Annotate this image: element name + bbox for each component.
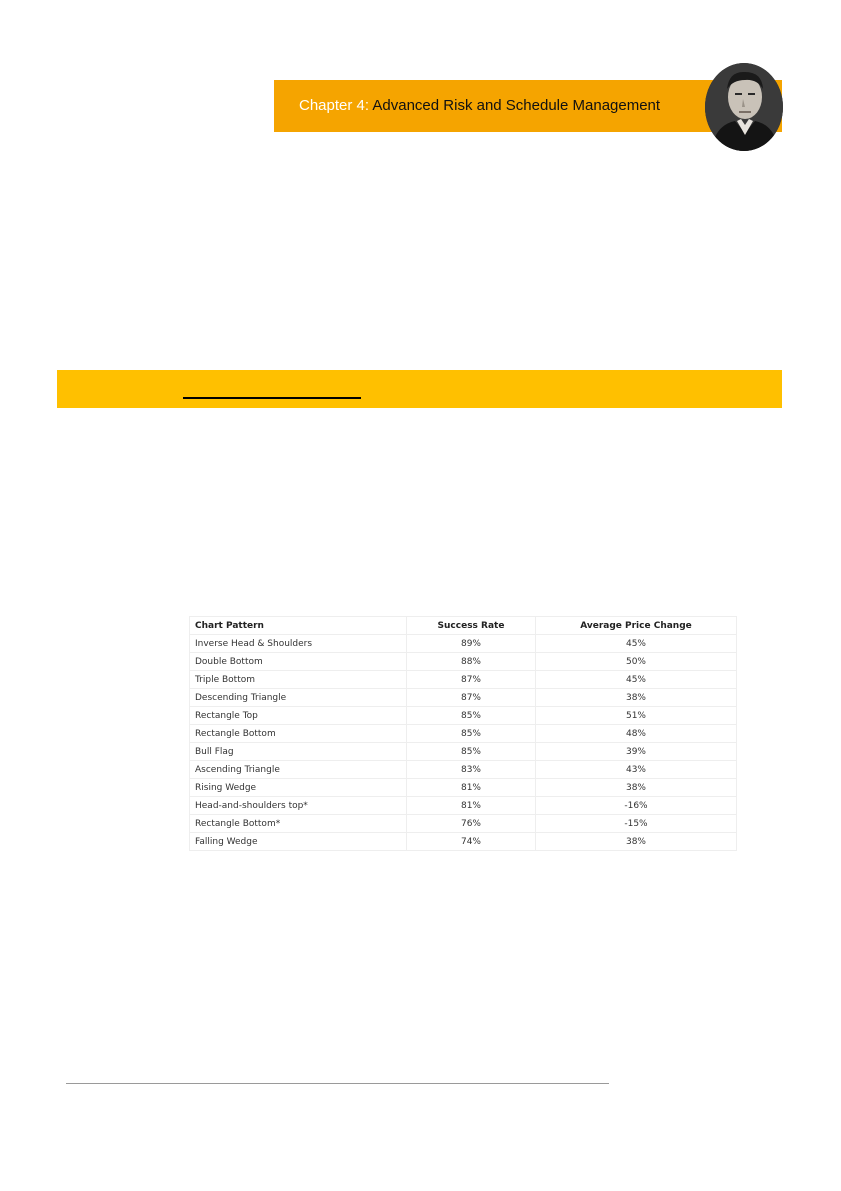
pattern-cell: Inverse Head & Shoulders	[190, 635, 407, 653]
table-row	[190, 761, 737, 779]
table-row	[190, 725, 737, 743]
table-header-row	[190, 617, 737, 635]
pattern-cell: Falling Wedge	[190, 833, 407, 851]
price-change-cell: 45%	[536, 635, 737, 653]
price-change-cell: -15%	[536, 815, 737, 833]
success-rate-cell: 85%	[407, 707, 536, 725]
success-rate-cell: 89%	[407, 635, 536, 653]
chapter-heading	[299, 96, 660, 116]
success-rate-cell: 85%	[407, 725, 536, 743]
success-rate-cell: 83%	[407, 761, 536, 779]
table-row	[190, 653, 737, 671]
price-change-cell: 39%	[536, 743, 737, 761]
price-change-cell: 43%	[536, 761, 737, 779]
success-rate-cell: 87%	[407, 671, 536, 689]
table-row	[190, 797, 737, 815]
column-header-success-rate: Success Rate	[407, 617, 536, 635]
table-row	[190, 707, 737, 725]
pattern-cell: Descending Triangle	[190, 689, 407, 707]
pattern-cell: Rising Wedge	[190, 779, 407, 797]
column-header-average-price-change: Average Price Change	[536, 617, 737, 635]
table-row	[190, 815, 737, 833]
author-portrait	[705, 63, 783, 151]
column-header-chart-pattern: Chart Pattern	[190, 617, 407, 635]
success-rate-cell: 74%	[407, 833, 536, 851]
price-change-cell: 48%	[536, 725, 737, 743]
success-rate-cell: 85%	[407, 743, 536, 761]
table-row	[190, 779, 737, 797]
success-rate-cell: 81%	[407, 797, 536, 815]
price-change-cell: 51%	[536, 707, 737, 725]
pattern-cell: Triple Bottom	[190, 671, 407, 689]
table-row	[190, 743, 737, 761]
pattern-cell: Head-and-shoulders top*	[190, 797, 407, 815]
pattern-cell: Bull Flag	[190, 743, 407, 761]
pattern-cell: Double Bottom	[190, 653, 407, 671]
table-row	[190, 689, 737, 707]
pattern-cell: Rectangle Bottom*	[190, 815, 407, 833]
section-heading-bar	[57, 370, 782, 408]
price-change-cell: 50%	[536, 653, 737, 671]
price-change-cell: 38%	[536, 689, 737, 707]
pattern-cell: Rectangle Bottom	[190, 725, 407, 743]
chapter-title: Advanced Risk and Schedule Management	[372, 97, 661, 114]
success-rate-cell: 87%	[407, 689, 536, 707]
price-change-cell: 45%	[536, 671, 737, 689]
portrait-image	[705, 63, 783, 151]
price-change-cell: -16%	[536, 797, 737, 815]
chapter-number: Chapter 4:	[299, 97, 370, 114]
price-change-cell: 38%	[536, 779, 737, 797]
pattern-cell: Rectangle Top	[190, 707, 407, 725]
footnote-separator	[66, 1083, 609, 1084]
chart-pattern-table	[189, 616, 737, 851]
table-row	[190, 635, 737, 653]
success-rate-cell: 81%	[407, 779, 536, 797]
success-rate-cell: 88%	[407, 653, 536, 671]
pattern-cell: Ascending Triangle	[190, 761, 407, 779]
section-heading-underline	[183, 397, 361, 399]
table-row	[190, 833, 737, 851]
table-row	[190, 671, 737, 689]
price-change-cell: 38%	[536, 833, 737, 851]
success-rate-cell: 76%	[407, 815, 536, 833]
